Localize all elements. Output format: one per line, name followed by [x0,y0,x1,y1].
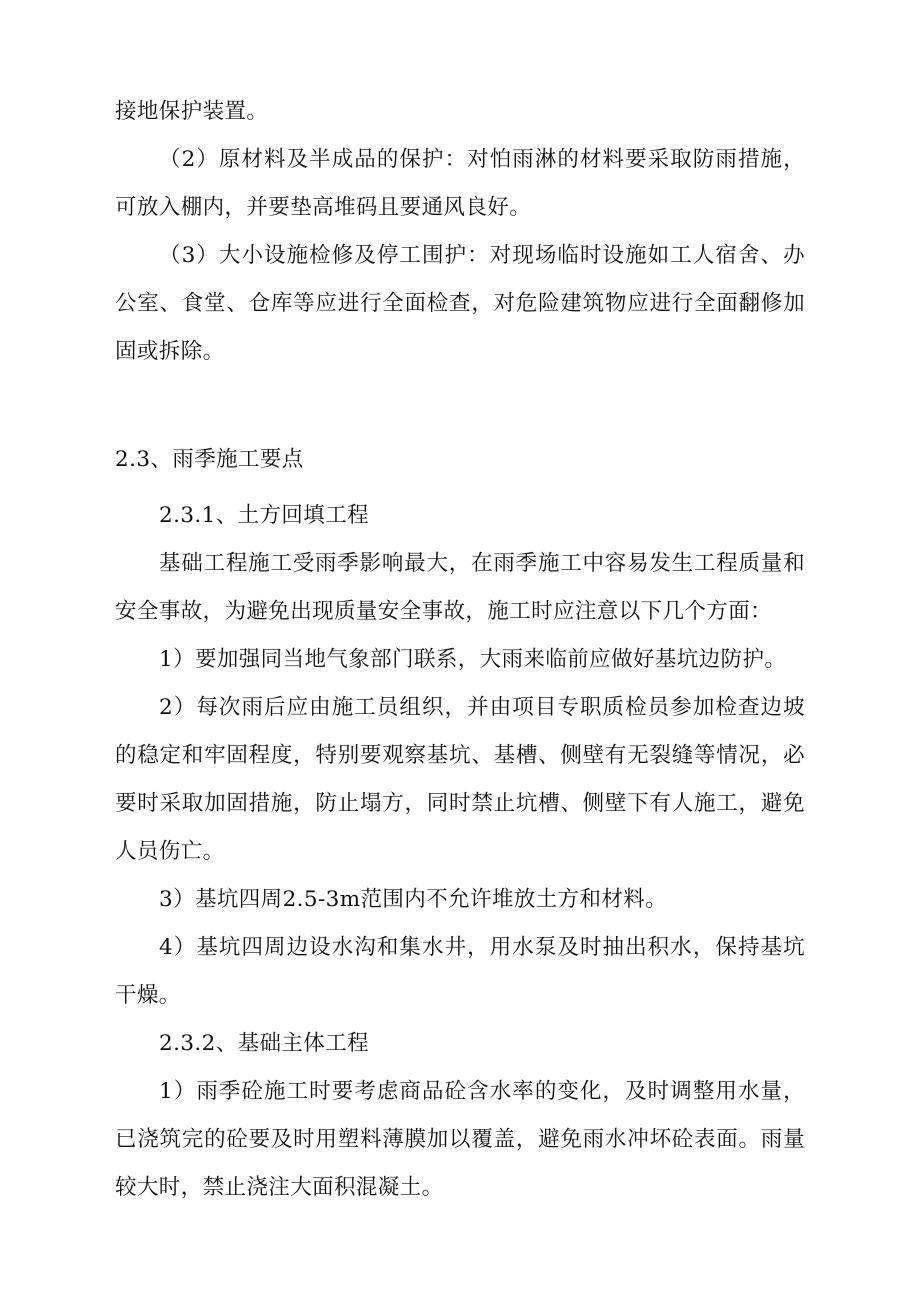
list-item-3-no-stacking: 3）基坑四周2.5-3m范围内不允许堆放土方和材料。 [159,887,668,912]
subsection-heading-2-3-1: 2.3.1、土方回填工程 [159,503,370,528]
paragraph-grounding-protection: 接地保护装置。 [115,99,269,124]
list-item-2-slope-inspection: 2）每次雨后应由施工员组织，并由项目专职质检员参加检查边坡的稳定和牢固程度，特别要观察基坑、基槽、侧壁有无裂缝等情况，必要时采取加固措施，防止塌方，同时禁止坑槽、侧壁下有人施工，避免人员伤亡。 [115,695,805,864]
paragraph-foundation-intro: 基础工程施工受雨季影响最大，在雨季施工中容易发生工程质量和安全事故，为避免出现质量安全事故，施工时应注意以下几个方面： [115,551,805,624]
list-item-4-drainage: 4）基坑四周边设水沟和集水井，用水泵及时抽出积水，保持基坑干燥。 [115,935,805,1008]
list-item-1-weather-contact: 1）要加强同当地气象部门联系，大雨来临前应做好基坑边防护。 [159,647,787,672]
paragraph-material-protection: （2）原材料及半成品的保护：对怕雨淋的材料要采取防雨措施，可放入棚内，并要垫高堆码且要通风良好。 [115,147,805,220]
section-heading-2-3: 2.3、雨季施工要点 [115,447,304,472]
list-item-1-concrete: 1）雨季砼施工时要考虑商品砼含水率的变化，及时调整用水量，已浇筑完的砼要及时用塑料薄膜加以覆盖，避免雨水冲坏砼表面。雨量较大时，禁止浇注大面积混凝土。 [115,1079,805,1200]
paragraph-facility-maintenance: （3）大小设施检修及停工围护：对现场临时设施如工人宿舍、办公室、食堂、仓库等应进行全面检查，对危险建筑物应进行全面翻修加固或拆除。 [115,243,805,364]
subsection-heading-2-3-2: 2.3.2、基础主体工程 [159,1031,370,1056]
